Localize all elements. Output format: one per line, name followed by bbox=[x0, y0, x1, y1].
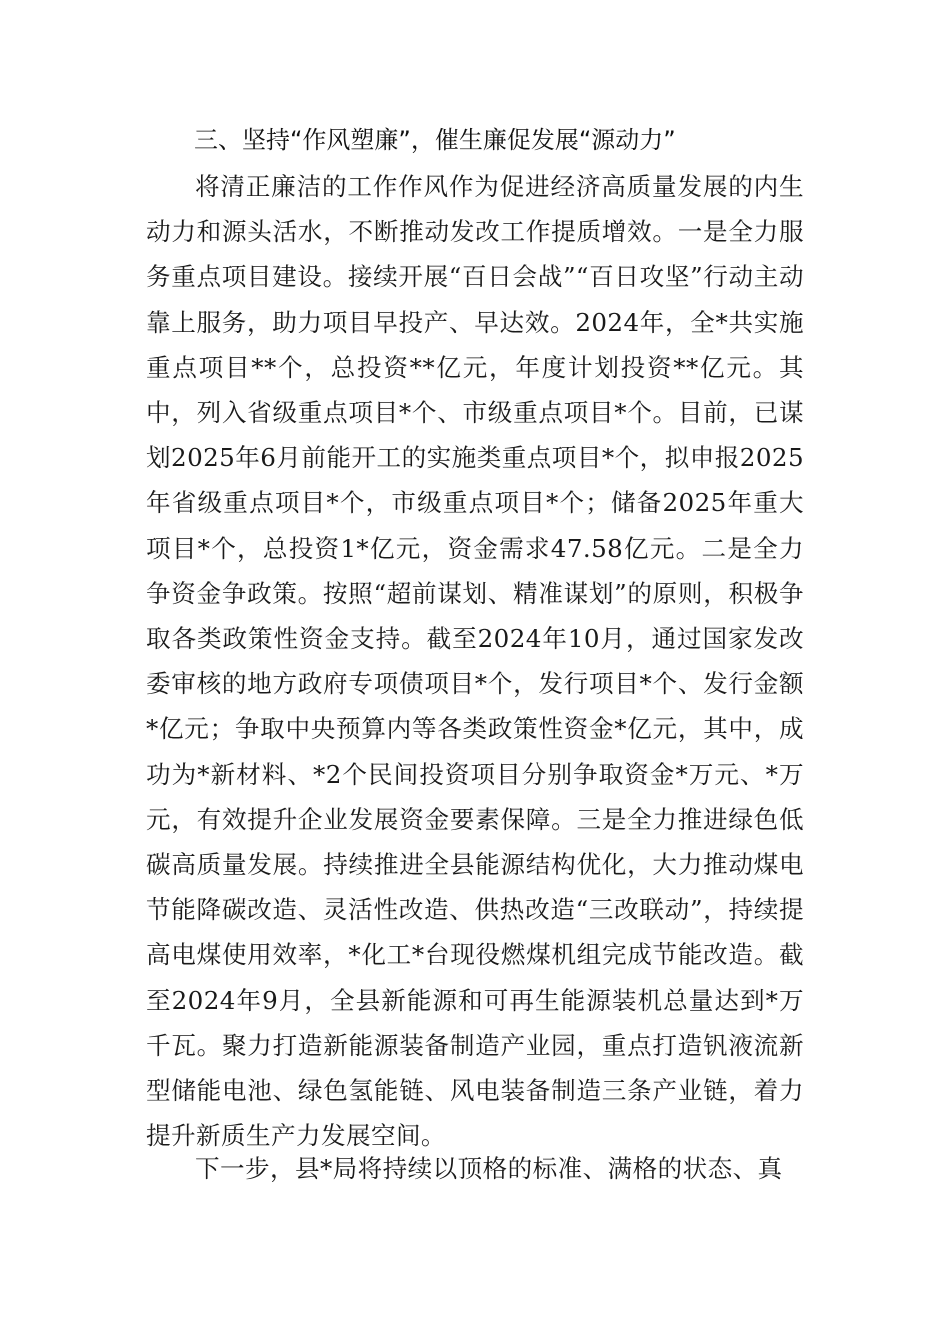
body-paragraph: 下一步，县*局将持续以顶格的标准、满格的状态、真 bbox=[195, 1154, 783, 1183]
section-heading: 三、坚持“作风塑廉”，催生廉促发展“源动力” bbox=[194, 126, 676, 154]
body-paragraph: 将清正廉洁的工作作风作为促进经济高质量发展的内生动力和源头活水，不断推动发改工作提质增效。一是全力服务重点项目建设。接续开展“百日会战”“百日攻坚”行动主动靠上服务，助力项目早投产、早达效。2024年，全*共实施重点项目**个，总投资**亿元，年度计划投资**亿元。其中，列入省级重点项目*个、市级重点项目*个。目前，已谋划2025年6月前能开工的实施类重点项目*个，拟申报2025年省级重点项目*个，市级重点项目*个；储备2025年重大项目*个，总投资1*亿元，资金需求47.58亿元。二是全力争资金争政策。按照“超前谋划、精准谋划”的原则，积极争取各类政策性资金支持。截至2024年10月，通过国家发改委审核的地方政府专项债项目*个，发行项目*个、发行金额*亿元；争取中央预算内等各类政策性资金*亿元，其中，成功为*新材料、*2个民间投资项目分别争取资金*万元、*万元，有效提升企业发展资金要素保障。三是全力推进绿色低碳高质量发展。持续推进全县能源结构优化，大力推动煤电节能降碳改造、灵活性改造、供热改造“三改联动”，持续提高电煤使用效率，*化工*台现役燃煤机组完成节能改造。截至2024年9月，全县新能源和可再生能源装机总量达到*万千瓦。聚力打造新能源装备制造产业园，重点打造钒液流新型储能电池、绿色氢能链、风电装备制造三条产业链，着力提升新质生产力发展空间。 bbox=[146, 172, 804, 1151]
